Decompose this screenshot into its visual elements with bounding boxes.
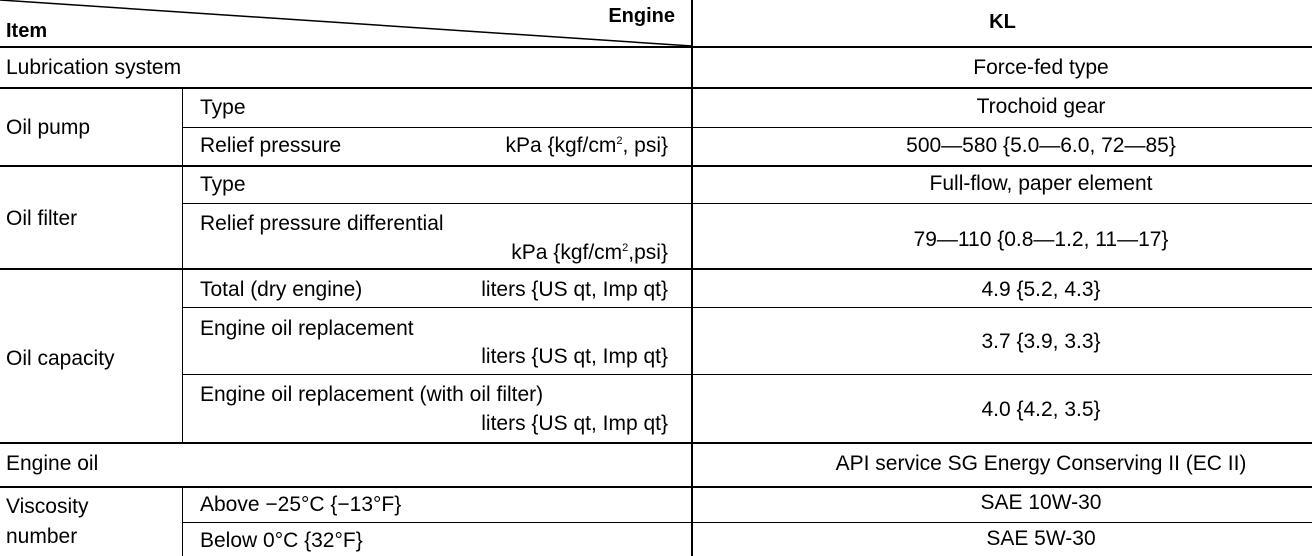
oil-filter-diff-unit: kPa $\{kgf/cm^2,psi\}$ <box>511 241 668 264</box>
engine-oil-value: API service SG Energy Conserving II (EC II) <box>835 452 1247 475</box>
oil-replacement-label: Engine oil replacement <box>200 317 414 340</box>
oil-capacity-label: Oil capacity <box>6 347 115 370</box>
row-line <box>183 307 1312 308</box>
row-line <box>0 46 1312 48</box>
oil-pump-type-label: Type <box>200 96 246 119</box>
row-line <box>0 442 1312 444</box>
row-line <box>0 268 1312 270</box>
oil-pump-relief-unit: kPa {$kgf/cm^2$, psi} <box>505 134 668 157</box>
oil-filter-label: Oil filter <box>6 207 78 230</box>
oil-replacement-unit: liters {US qt, Imp qt} <box>481 345 668 368</box>
viscosity-label-line1: Viscosity <box>6 495 89 518</box>
row-line <box>183 522 1312 523</box>
viscosity-above-value: SAE 10W-30 <box>980 491 1102 514</box>
oil-pump-type-value: Trochoid gear <box>976 95 1106 118</box>
oil-replacement-value: 3.7 {3.9, 3.3} <box>981 330 1101 353</box>
row-line <box>0 486 1312 488</box>
oil-capacity-total-unit: liters {US qt, Imp qt} <box>481 278 668 301</box>
header-engine: Engine <box>608 5 675 27</box>
engine-oil-label: Engine oil <box>6 452 99 475</box>
row-line <box>0 165 1312 167</box>
viscosity-below-label: Below 0°C {32°F} <box>200 529 363 552</box>
header-item: Item <box>6 20 48 42</box>
lubrication-system-label: Lubrication system <box>6 56 182 79</box>
oil-capacity-total-label: Total (dry engine) <box>200 278 363 301</box>
oil-filter-type-value: Full-flow, paper element <box>929 172 1153 195</box>
oil-filter-type-label: Type <box>200 173 246 196</box>
oil-pump-label: Oil pump <box>6 116 91 139</box>
row-line <box>183 374 1312 375</box>
row-line <box>183 203 1312 204</box>
vertical-divider-sub <box>182 88 183 444</box>
viscosity-below-value: SAE 5W-30 <box>986 527 1096 550</box>
lubrication-system-value: Force-fed type <box>973 56 1109 79</box>
oil-pump-relief-value: 500—580 {5.0—6.0, 72—85} <box>906 134 1176 157</box>
oil-capacity-total-value: 4.9 {5.2, 4.3} <box>981 278 1101 301</box>
oil-replacement-filter-unit: liters {US qt, Imp qt} <box>481 412 668 435</box>
viscosity-above-label: Above −25°C {−13°F} <box>200 493 402 516</box>
oil-filter-diff-value: 79—110 {0.8—1.2, 11—17} <box>913 228 1169 251</box>
oil-replacement-filter-label: Engine oil replacement (with oil filter) <box>200 383 544 406</box>
viscosity-label-line2: number <box>6 525 78 548</box>
oil-replacement-filter-value: 4.0 {4.2, 3.5} <box>981 398 1101 421</box>
header-kl: KL <box>989 11 1016 33</box>
row-line <box>0 87 1312 89</box>
row-line <box>183 127 1312 128</box>
oil-pump-relief-label: Relief pressure <box>200 134 342 157</box>
oil-filter-diff-label: Relief pressure differential <box>200 212 444 235</box>
